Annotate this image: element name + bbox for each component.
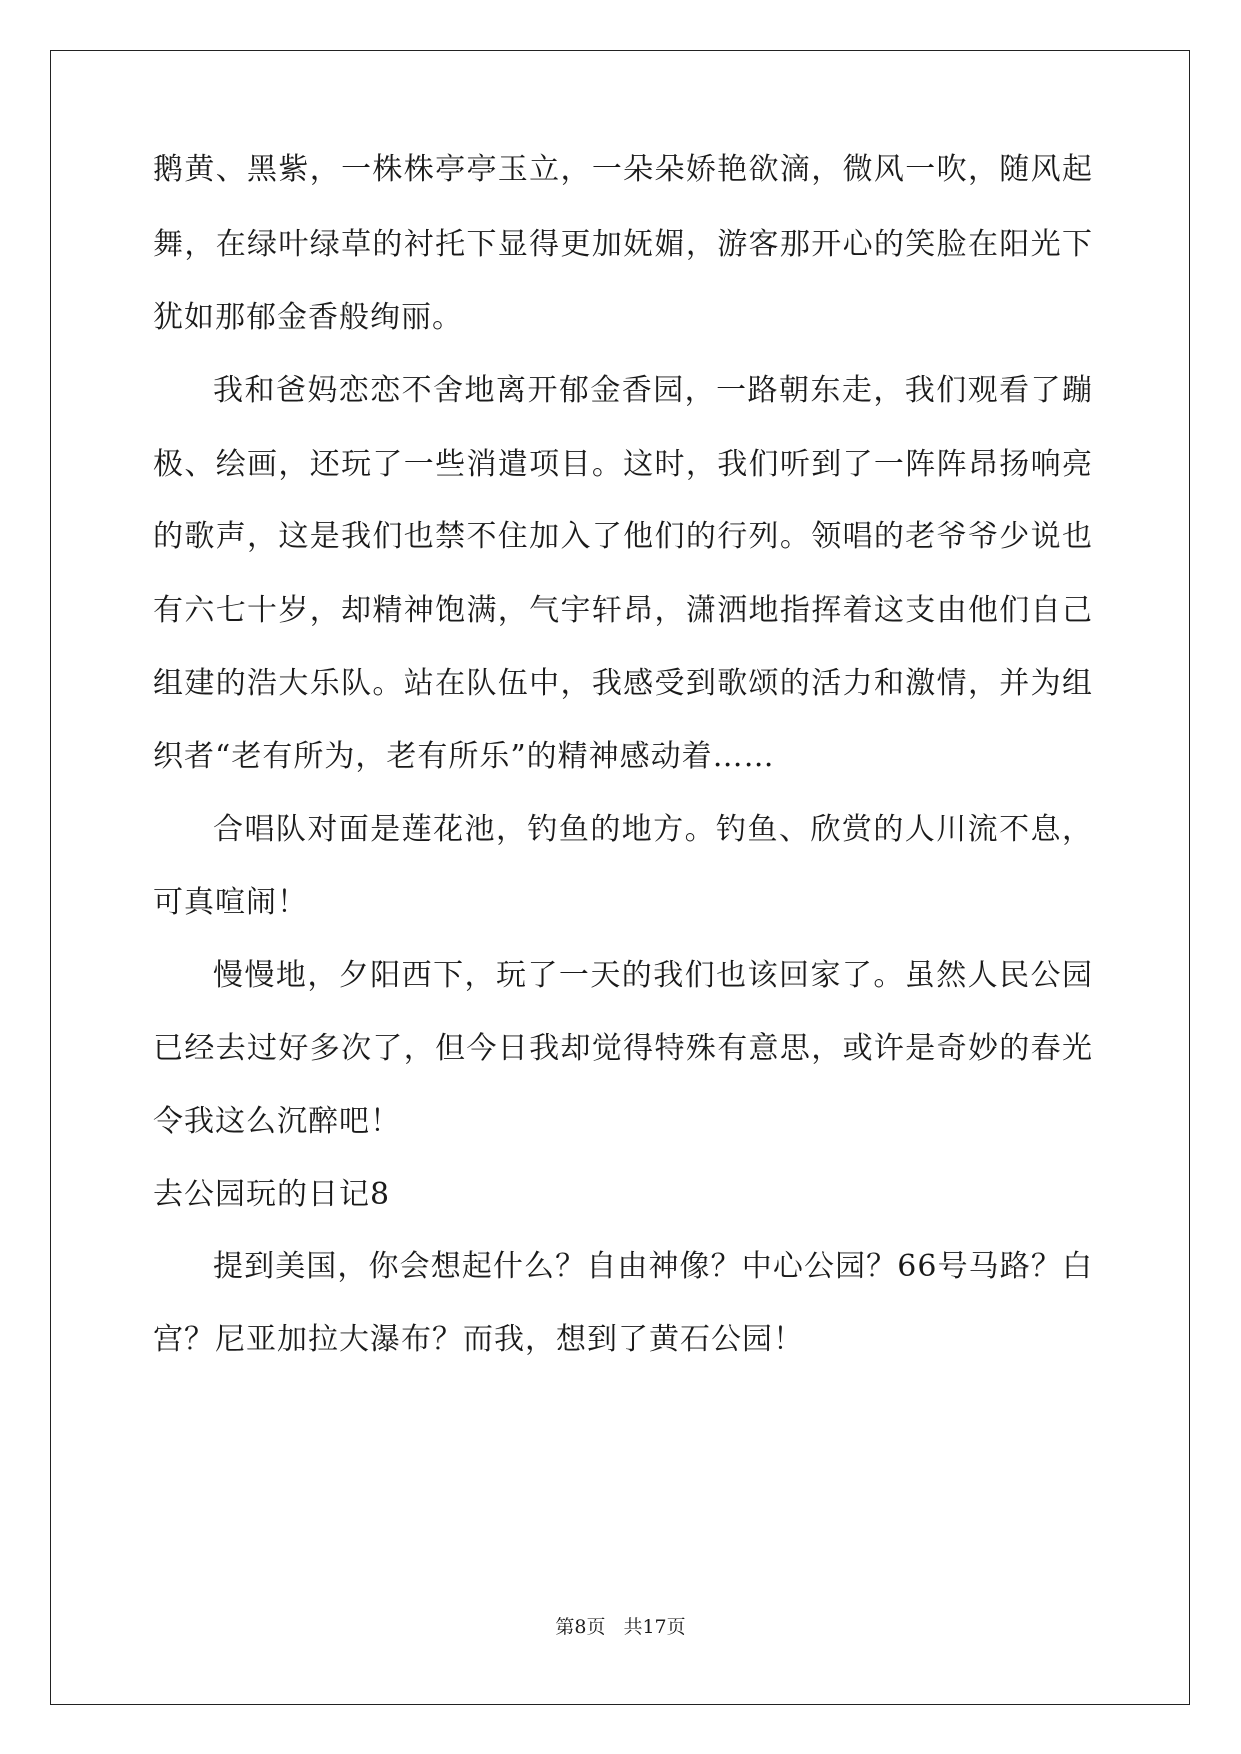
- text-line: 极、绘画，还玩了一些消遣项目。这时，我们听到了一阵阵昂扬响亮: [153, 447, 1093, 482]
- text-line: 可真喧闹！: [153, 885, 308, 920]
- text-line: 已经去过好多次了，但今日我却觉得特殊有意思，或许是奇妙的春光: [153, 1031, 1093, 1066]
- page-number: 第8页: [555, 1616, 606, 1638]
- text-line: 宫？尼亚加拉大瀑布？而我，想到了黄石公园！: [153, 1322, 804, 1357]
- page-total: 共17页: [623, 1616, 686, 1638]
- section-heading: 去公园玩的日记8: [153, 1177, 391, 1212]
- text-line: 的歌声，这是我们也禁不住加入了他们的行列。领唱的老爷爷少说也: [153, 519, 1093, 554]
- text-line: 犹如那郁金香般绚丽。: [153, 300, 463, 335]
- text-line: 提到美国，你会想起什么？自由神像？中心公园？66号马路？白: [213, 1249, 1093, 1284]
- text-line: 织者“老有所为，老有所乐”的精神感动着……: [153, 739, 775, 774]
- text-line: 合唱队对面是莲花池，钓鱼的地方。钓鱼、欣赏的人川流不息，: [213, 812, 1093, 847]
- text-line: 令我这么沉醉吧！: [153, 1104, 401, 1139]
- text-line: 鹅黄、黑紫，一株株亭亭玉立，一朵朵娇艳欲滴，微风一吹，随风起: [153, 152, 1093, 187]
- text-line: 舞，在绿叶绿草的衬托下显得更加妩媚，游客那开心的笑脸在阳光下: [153, 227, 1093, 262]
- text-line: 有六七十岁，却精神饱满，气宇轩昂，潇洒地指挥着这支由他们自己: [153, 593, 1093, 628]
- page-footer: [0, 1615, 1241, 1639]
- text-line: 慢慢地，夕阳西下，玩了一天的我们也该回家了。虽然人民公园: [213, 958, 1093, 993]
- text-line: 我和爸妈恋恋不舍地离开郁金香园，一路朝东走，我们观看了蹦: [213, 373, 1093, 408]
- text-line: 组建的浩大乐队。站在队伍中，我感受到歌颂的活力和激情，并为组: [153, 666, 1093, 701]
